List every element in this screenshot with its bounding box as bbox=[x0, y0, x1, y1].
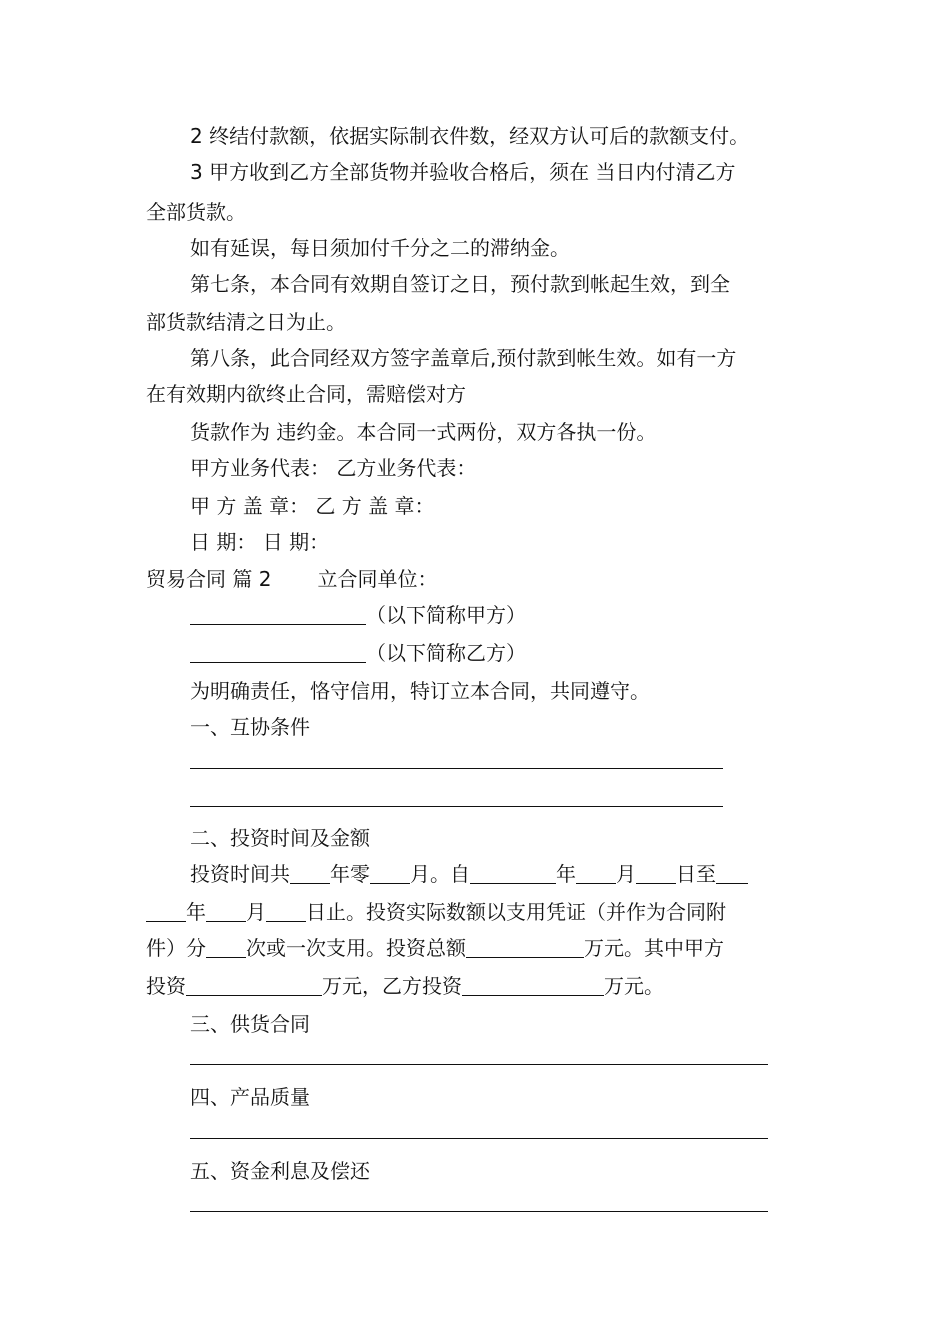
section-five-heading: 五、资金利息及偿还 bbox=[190, 1159, 370, 1183]
section-five-blank bbox=[190, 1211, 768, 1212]
clause-final-payment: 2 终结付款额，依据实际制衣件数，经双方认可后的款额支付。 bbox=[190, 124, 750, 148]
start-year-blank bbox=[470, 863, 556, 884]
total-investment-text: 次或一次支用。投资总额 bbox=[246, 936, 466, 960]
year-text: 年 bbox=[556, 862, 576, 886]
clause-payment-deadline-cont: 全部货款。 bbox=[146, 200, 246, 224]
party-b-line bbox=[190, 641, 811, 665]
party-b-investment-blank bbox=[462, 975, 604, 996]
end-year-blank bbox=[146, 901, 186, 922]
investment-time-line bbox=[190, 862, 811, 886]
section-four-blank bbox=[190, 1138, 768, 1139]
investment-time-text: 投资时间共 bbox=[190, 862, 290, 886]
signature-dates: 日 期： 日 期： bbox=[190, 530, 330, 554]
article-eight-penalty: 货款作为 违约金。本合同一式两份，双方各执一份。 bbox=[190, 420, 657, 444]
article-seven: 第七条，本合同有效期自签订之日，预付款到帐起生效，到全 bbox=[190, 272, 730, 296]
end-day-text: 日止。投资实际数额以支用凭证（并作为合同附 bbox=[306, 900, 726, 924]
end-month-text: 月 bbox=[246, 900, 266, 924]
party-b-investment-text: 万元，乙方投资 bbox=[322, 974, 462, 998]
section-three-blank bbox=[190, 1064, 768, 1065]
month-text: 月 bbox=[616, 862, 636, 886]
section-two-heading: 二、投资时间及金额 bbox=[190, 826, 370, 850]
party-a-label: （以下简称甲方） bbox=[366, 603, 526, 627]
contract-preamble: 为明确责任，恪守信用，特订立本合同，共同遵守。 bbox=[190, 679, 650, 703]
party-b-label: （以下简称乙方） bbox=[366, 641, 526, 665]
years-blank bbox=[290, 863, 330, 884]
clause-late-fee: 如有延误，每日须加付千分之二的滞纳金。 bbox=[190, 236, 570, 260]
party-a-investment-blank bbox=[186, 975, 322, 996]
section-one-blank-1 bbox=[190, 768, 723, 769]
contract-two-title: 贸易合同 篇 2 bbox=[146, 567, 272, 591]
months-blank bbox=[370, 863, 410, 884]
investment-shares-line bbox=[146, 974, 811, 998]
contract-two-heading bbox=[146, 567, 811, 591]
usage-count-blank bbox=[206, 937, 246, 958]
ten-thousand-yuan-text: 万元。 bbox=[604, 974, 664, 998]
end-day-blank bbox=[266, 901, 306, 922]
day-to-text: 日至 bbox=[676, 862, 716, 886]
end-month-blank bbox=[206, 901, 246, 922]
party-b-blank bbox=[190, 642, 366, 663]
contracting-parties-label: 立合同单位： bbox=[317, 567, 438, 591]
section-one-blank-2 bbox=[190, 806, 723, 807]
section-one-heading: 一、互协条件 bbox=[190, 715, 310, 739]
party-a-blank bbox=[190, 604, 366, 625]
party-a-line bbox=[190, 603, 811, 627]
total-investment-blank bbox=[466, 937, 584, 958]
signature-representatives: 甲方业务代表： 乙方业务代表： bbox=[190, 456, 477, 480]
article-eight-cont: 在有效期内欲终止合同，需赔偿对方 bbox=[146, 382, 466, 406]
section-three-heading: 三、供货合同 bbox=[190, 1012, 310, 1036]
investment-end-line bbox=[146, 900, 811, 924]
section-four-heading: 四、产品质量 bbox=[190, 1085, 310, 1109]
signature-seals: 甲 方 盖 章： 乙 方 盖 章： bbox=[190, 494, 435, 518]
party-a-share-text: 万元。其中甲方 bbox=[584, 936, 724, 960]
investment-usage-line bbox=[146, 936, 811, 960]
investment-label: 投资 bbox=[146, 974, 186, 998]
end-year-text: 年 bbox=[186, 900, 206, 924]
start-month-blank bbox=[576, 863, 616, 884]
end-year-blank-start bbox=[716, 863, 748, 884]
article-seven-cont: 部货款结清之日为止。 bbox=[146, 310, 346, 334]
article-eight: 第八条，此合同经双方签字盖章后,预付款到帐生效。如有一方 bbox=[190, 346, 737, 370]
usage-text: 件）分 bbox=[146, 936, 206, 960]
clause-payment-deadline: 3 甲方收到乙方全部货物并验收合格后，须在 当日内付清乙方 bbox=[190, 160, 736, 184]
from-text: 月。自 bbox=[410, 862, 470, 886]
years-text: 年零 bbox=[330, 862, 370, 886]
start-day-blank bbox=[636, 863, 676, 884]
